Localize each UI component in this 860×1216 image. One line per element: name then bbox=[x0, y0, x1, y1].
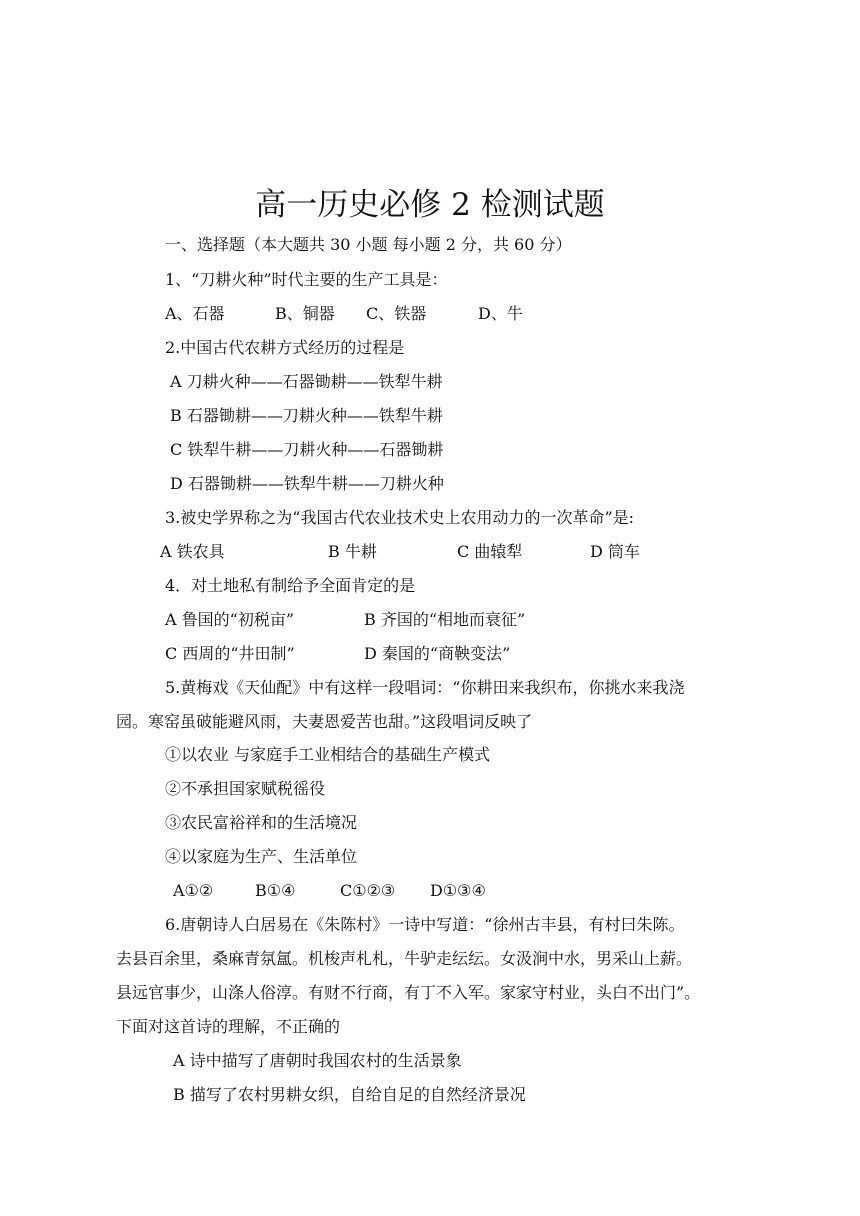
question-5-option-c: C①②③ bbox=[340, 881, 396, 900]
question-4-stem: 4．对土地私有制给予全面肯定的是 bbox=[165, 576, 416, 595]
question-1-option-b: B、铜器 bbox=[275, 304, 335, 323]
question-6-stem-line-3: 县远官事少，山涤人俗淳。有财不行商，有丁不入军。家家守村业，头白不出门”。 bbox=[116, 983, 701, 1002]
question-5-option-a: A①② bbox=[173, 881, 214, 900]
question-6-stem-line-1: 6.唐朝诗人白居易在《朱陈村》一诗中写道：“徐州古丰县，有村曰朱陈。 bbox=[165, 915, 685, 934]
page-title: 高一历史必修 2 检测试题 bbox=[255, 187, 605, 223]
question-5-option-d: D①③④ bbox=[430, 881, 486, 900]
question-4-option-a: A 鲁国的“初税亩” bbox=[165, 610, 295, 629]
question-5-item-2: ②不承担国家赋税徭役 bbox=[165, 779, 326, 798]
question-5-item-1: ①以农业 与家庭手工业相结合的基础生产模式 bbox=[165, 745, 491, 764]
question-2-option-d: D 石器锄耕——铁犁牛耕——刀耕火种 bbox=[170, 474, 444, 493]
section-heading: 一、选择题（本大题共 30 小题 每小题 2 分，共 60 分） bbox=[165, 235, 572, 254]
question-4-option-b: B 齐国的“相地而衰征” bbox=[364, 610, 526, 629]
question-2-option-c: C 铁犁牛耕——刀耕火种——石器锄耕 bbox=[170, 440, 444, 459]
question-2-option-b: B 石器锄耕——刀耕火种——铁犁牛耕 bbox=[170, 406, 443, 425]
question-6-option-b: B 描写了农村男耕女织，自给自足的自然经济景况 bbox=[173, 1085, 526, 1104]
question-3-option-a: A 铁农具 bbox=[160, 542, 225, 561]
question-1-option-a: A、石器 bbox=[165, 304, 225, 323]
question-5-item-3: ③农民富裕祥和的生活境况 bbox=[165, 813, 358, 832]
question-3-option-d: D 筒车 bbox=[590, 542, 640, 561]
question-1-stem: 1、“刀耕火种”时代主要的生产工具是： bbox=[165, 270, 448, 289]
question-3-option-c: C 曲辕犁 bbox=[457, 542, 523, 561]
question-6-stem-line-2: 去县百余里，桑麻青氛氲。机梭声札札，牛驴走纭纭。女汲涧中水，男采山上薪。 bbox=[116, 949, 693, 968]
question-2-option-a: A 刀耕火种——石器锄耕——铁犁牛耕 bbox=[170, 372, 443, 391]
question-1-option-d: D、牛 bbox=[478, 304, 523, 323]
question-6-stem-line-4: 下面对这首诗的理解，不正确的 bbox=[116, 1017, 341, 1036]
question-5-option-b: B①④ bbox=[255, 881, 296, 900]
question-3-stem: 3.被史学界称之为“我国古代农业技术史上农用动力的一次革命”是: bbox=[165, 508, 635, 527]
question-4-option-c: C 西周的“井田制” bbox=[165, 644, 295, 663]
question-5-stem-line-2: 园。寒窑虽破能避风雨，夫妻恩爱苦也甜。”这段唱词反映了 bbox=[116, 712, 533, 731]
question-3-option-b: B 牛耕 bbox=[328, 542, 377, 561]
question-6-option-a: A 诗中描写了唐朝时我国农村的生活景象 bbox=[173, 1051, 462, 1070]
question-1-option-c: C、铁器 bbox=[366, 304, 427, 323]
question-5-stem-line-1: 5.黄梅戏《天仙配》中有这样一段唱词：“你耕田来我织布，你挑水来我浇 bbox=[165, 678, 685, 697]
question-2-stem: 2.中国古代农耕方式经历的过程是 bbox=[165, 338, 405, 357]
question-5-item-4: ④以家庭为生产、生活单位 bbox=[165, 847, 358, 866]
question-4-option-d: D 秦国的“商鞅变法” bbox=[364, 644, 511, 663]
